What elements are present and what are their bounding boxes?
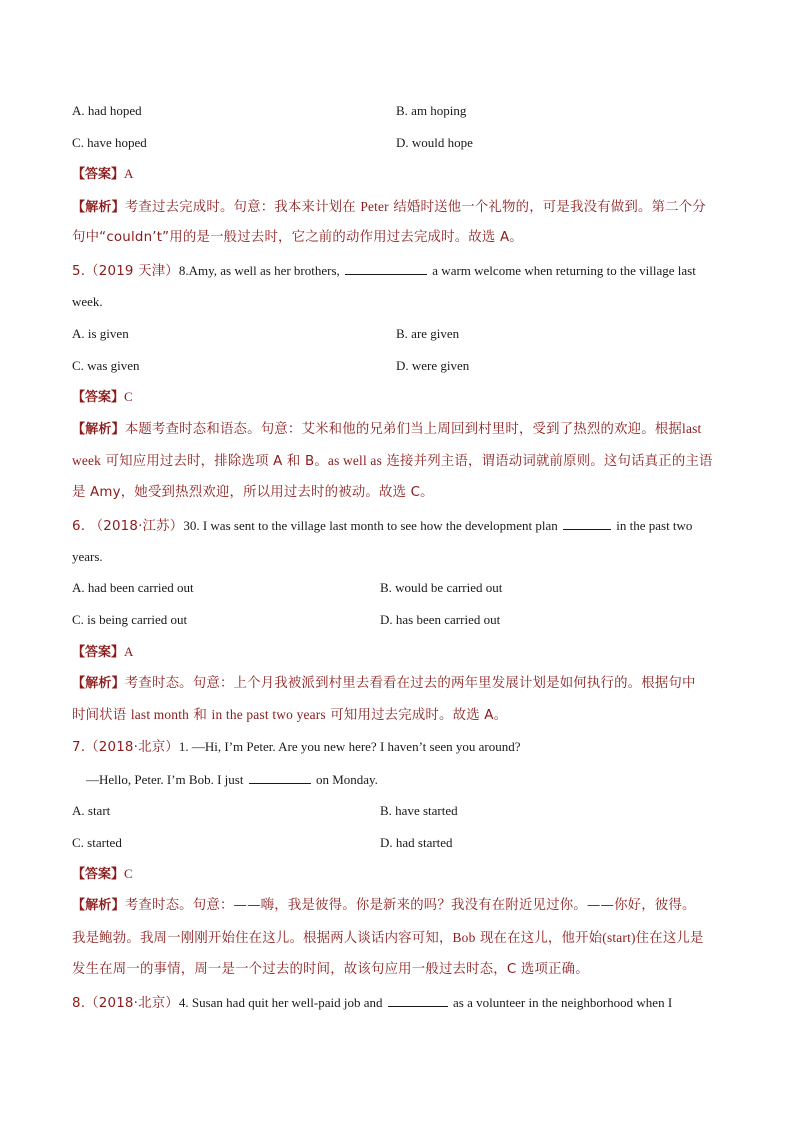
answer-value: A [124, 166, 134, 181]
answer-blank [388, 994, 448, 1007]
q4-option-b: B. am hoping [396, 103, 467, 118]
analysis-text: 本题考查时态和语态。句意：艾米和他的兄弟们当上周回到村里时，受到了热烈的欢迎。根据 [124, 422, 683, 437]
analysis-text: 现在在这儿，他开始 [479, 931, 603, 946]
q6-stem-line2: years. [72, 549, 103, 564]
q5-analysis-line3: 是 Amy，她受到热烈欢迎，所以用过去时的被动。故选 C。 [72, 485, 434, 500]
q5-option-d: D. were given [396, 358, 470, 373]
analysis-text: as well as [327, 453, 382, 468]
q7-analysis-line1 [72, 898, 696, 914]
analysis-text: in the past two years [211, 707, 326, 722]
q4-answer [72, 166, 133, 183]
stem-text: in the past two [616, 518, 693, 533]
q5-analysis-line1 [72, 421, 701, 438]
stem-text: —Hello, Peter. I’m Bob. I just [86, 772, 244, 787]
analysis-text: 和 [193, 708, 208, 723]
q5-answer [72, 389, 133, 406]
question-source: 5.（2019 天津） [72, 264, 179, 279]
analysis-text: Peter [360, 199, 389, 214]
analysis-tag: 【解析】 [72, 422, 125, 437]
analysis-tag: 【解析】 [72, 200, 125, 215]
q5-option-c: C. was given [72, 358, 140, 373]
analysis-text: 我是鲍勃。我周一刚刚开始住在这儿。根据两人谈话内容可知， [72, 931, 453, 946]
question-source: 7.（2018·北京） [72, 740, 179, 755]
q7-stem-line2 [86, 771, 378, 788]
answer-value: C [124, 866, 133, 881]
q6-option-b: B. would be carried out [380, 580, 503, 595]
q4-option-d: D. would hope [396, 135, 473, 150]
analysis-text: 住在这儿是 [635, 931, 704, 946]
stem-text: 8.Amy, as well as her brothers, [178, 263, 340, 278]
stem-text: 30. I was sent to the village last month to see how the development plan [183, 518, 558, 533]
q6-analysis-line1 [72, 676, 696, 692]
answer-blank [563, 517, 611, 530]
analysis-text: 连接并列主语，谓语动词就前原则。这句话真正的主语 [386, 454, 713, 469]
q7-analysis-line2 [72, 930, 704, 947]
analysis-text: (start) [602, 930, 636, 945]
question-source: 6. （2018·江苏） [72, 519, 184, 534]
analysis-text: week [72, 453, 102, 468]
q7-analysis-line3: 发生在周一的事情，周一是一个过去的时间，故该句应用一般过去时态，C 选项正确。 [72, 962, 589, 977]
question-source: 8.（2018·北京） [72, 996, 179, 1011]
q6-analysis-line2 [72, 707, 507, 724]
analysis-text: 结婚时送他一个礼物的，可是我没有做到。第二个分 [393, 200, 706, 215]
q5-stem-line1 [72, 262, 696, 280]
answer-tag: 【答案】 [72, 390, 125, 405]
analysis-text: 可知应用过去时，排除选项 A 和 B。 [105, 454, 328, 469]
q6-option-d: D. has been carried out [380, 612, 501, 627]
q4-analysis-line1 [72, 199, 706, 216]
answer-value: A [124, 644, 134, 659]
q8-stem-line1 [72, 994, 672, 1012]
answer-blank [249, 771, 311, 784]
answer-value: C [124, 389, 133, 404]
q7-stem-line1 [72, 739, 521, 756]
analysis-tag: 【解析】 [72, 898, 125, 913]
q7-option-c: C. started [72, 835, 122, 850]
stem-text: 1. —Hi, I’m Peter. Are you new here? I haven’t seen you around? [178, 739, 521, 754]
stem-text: as a volunteer in the neighborhood when I [453, 995, 673, 1010]
analysis-text: Bob [452, 930, 476, 945]
q7-option-b: B. have started [380, 803, 458, 818]
stem-text: a warm welcome when returning to the village last [432, 263, 696, 278]
stem-text: on Monday. [315, 772, 378, 787]
stem-text: 4. Susan had quit her well-paid job and [178, 995, 383, 1010]
q4-analysis-line2: 句中“couldn’t”用的是一般过去时，它之前的动作用过去完成时。故选 A。 [72, 230, 523, 245]
analysis-text: 时间状语 [72, 708, 127, 723]
q6-answer [72, 644, 133, 661]
q4-option-c: C. have hoped [72, 135, 147, 150]
q5-analysis-line2 [72, 453, 713, 470]
q5-stem-line2: week. [72, 294, 103, 309]
answer-tag: 【答案】 [72, 645, 125, 660]
q6-option-a: A. had been carried out [72, 580, 194, 595]
analysis-text: 可知用过去完成时。故选 A。 [330, 708, 508, 723]
analysis-text: 考查时态。句意：上个月我被派到村里去看看在过去的两年里发展计划是如何执行的。根据句中 [124, 676, 696, 691]
answer-blank [345, 262, 427, 275]
q5-option-a: A. is given [72, 326, 129, 341]
analysis-text: last month [130, 707, 190, 722]
q5-option-b: B. are given [396, 326, 460, 341]
q6-option-c: C. is being carried out [72, 612, 188, 627]
q7-answer [72, 866, 133, 883]
q6-stem-line1 [72, 517, 692, 535]
analysis-text: 考查过去完成时。句意：我本来计划在 [124, 200, 356, 215]
analysis-tag: 【解析】 [72, 676, 125, 691]
analysis-text: last [682, 421, 702, 436]
analysis-text: 考查时态。句意：——嗨，我是彼得。你是新来的吗？我没有在附近见过你。——你好，彼得。 [124, 898, 696, 913]
q4-option-a: A. had hoped [72, 103, 142, 118]
answer-tag: 【答案】 [72, 167, 125, 182]
answer-tag: 【答案】 [72, 867, 125, 882]
q7-option-d: D. had started [380, 835, 453, 850]
q7-option-a: A. start [72, 803, 111, 818]
